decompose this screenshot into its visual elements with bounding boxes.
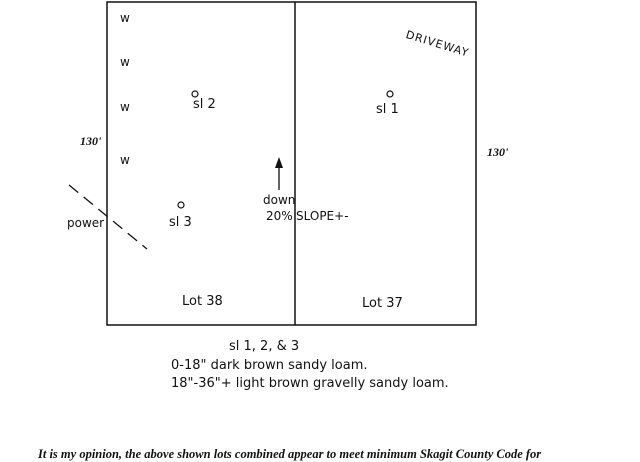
well-marker: w: [120, 100, 130, 114]
soil-log-3-label: sl 3: [169, 215, 192, 230]
opinion-note: It is my opinion, the above shown lots combined appear to meet minimum Skagit County Code for: [38, 447, 542, 461]
soil-log-1-marker: [387, 91, 393, 97]
slope-arrow-head: [275, 157, 283, 168]
well-marker: w: [120, 153, 130, 167]
driveway-label: DRIVEWAY: [404, 28, 471, 60]
lot-38-label: Lot 38: [182, 294, 223, 309]
slope-percent-label: 20%: [266, 209, 293, 223]
legend-line-2: 18"-36"+ light brown gravelly sandy loam.: [171, 376, 449, 391]
legend-line-1: 0-18" dark brown sandy loam.: [171, 358, 368, 373]
legend-title: sl 1, 2, & 3: [229, 339, 300, 354]
lot-37-label: Lot 37: [362, 296, 403, 311]
dimension-left: 130': [80, 134, 102, 148]
soil-log-3-marker: [178, 202, 184, 208]
well-marker: w: [120, 11, 130, 25]
soil-log-1-label: sl 1: [376, 102, 399, 117]
slope-label: SLOPE+-: [296, 209, 349, 223]
dimension-right: 130': [487, 145, 509, 159]
well-marker: w: [120, 55, 130, 69]
lot-boundary: [107, 2, 476, 325]
power-label: power: [67, 216, 105, 230]
slope-direction-label: down: [263, 193, 296, 207]
soil-log-2-label: sl 2: [193, 97, 216, 112]
